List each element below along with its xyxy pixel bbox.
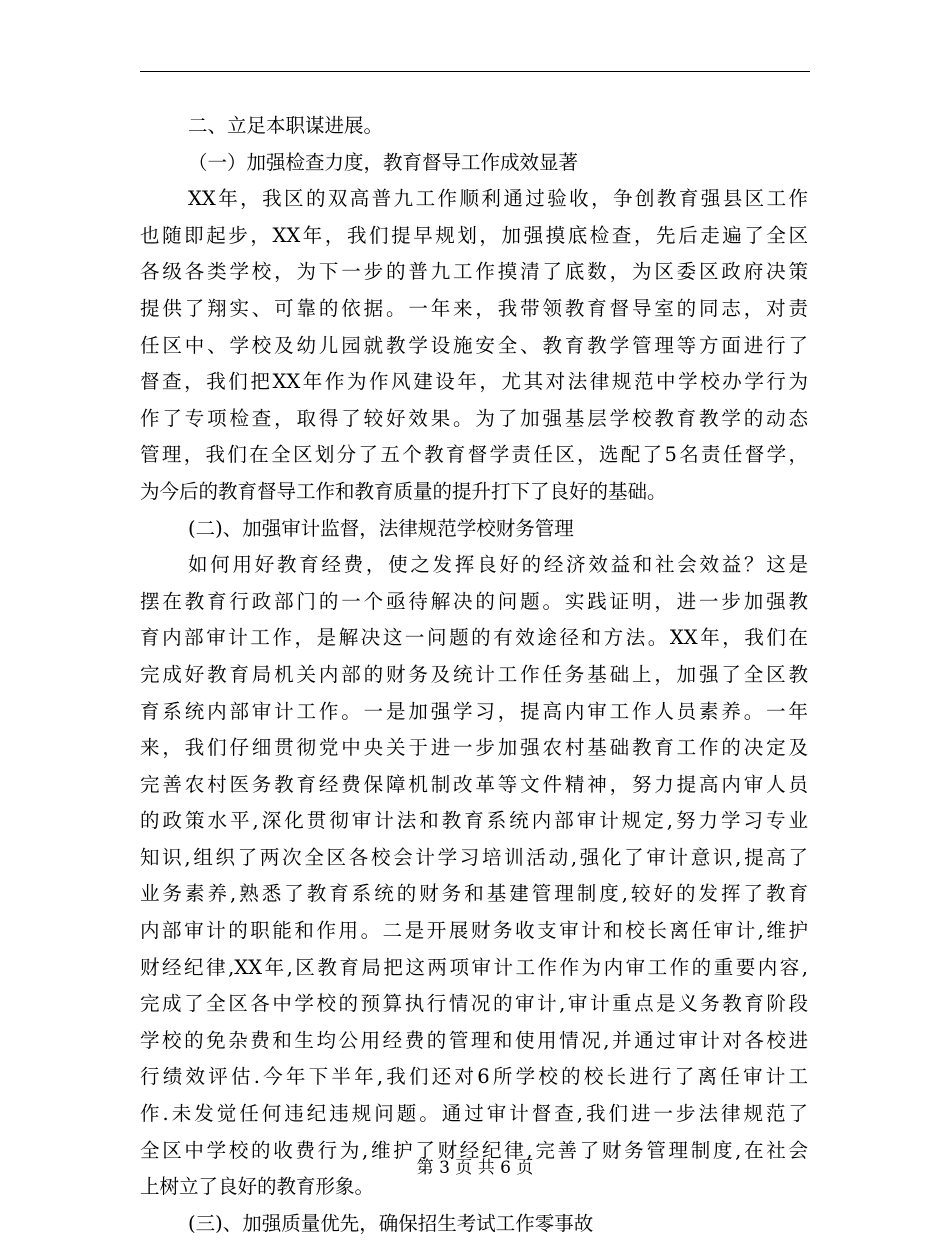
text-line: 提供了翔实、可靠的依据。一年来，我带领教育督导室的同志，对责 — [140, 296, 808, 320]
header-rule — [140, 71, 810, 72]
text-line: 的政策水平,深化贯彻审计法和教育系统内部审计规定,努力学习专业 — [140, 809, 808, 833]
text-line: 学校的免杂费和生均公用经费的管理和使用情况,并通过审计对各校进 — [140, 1028, 808, 1052]
text-line: 来，我们仔细贯彻党中央关于进一步加强农村基础教育工作的决定及 — [140, 736, 808, 760]
text-line: 任区中、学校及幼儿园就教学设施安全、教育教学管理等方面进行了 — [140, 333, 808, 357]
text-line: 财经纪律,XX年,区教育局把这两项审计工作作为内审工作的重要内容, — [140, 955, 808, 979]
text-line: 完成了全区各中学校的预算执行情况的审计,审计重点是义务教育阶段 — [140, 992, 808, 1016]
text-line: (二)、加强审计监督，法律规范学校财务管理 — [188, 516, 574, 540]
text-line: (三)、加强质量优先，确保招生考试工作零事故 — [188, 1211, 594, 1235]
text-line: 育内部审计工作，是解决这一问题的有效途径和方法。XX年，我们在 — [140, 626, 808, 650]
page-number: 第 3 页 共 6 页 — [416, 1158, 534, 1178]
document-body — [140, 108, 808, 1242]
text-line: 管理，我们在全区划分了五个教育督学责任区，选配了5名责任督学， — [140, 443, 808, 467]
text-line: 全区中学校的收费行为,维护了财经纪律,完善了财务管理制度,在社会 — [140, 1138, 808, 1162]
text-line: 摆在教育行政部门的一个亟待解决的问题。实践证明，进一步加强教 — [140, 589, 808, 613]
text-line: 上树立了良好的教育形象。 — [140, 1175, 375, 1199]
text-line: 行绩效评估.今年下半年,我们还对6所学校的校长进行了离任审计工 — [140, 1065, 808, 1089]
text-line: （一）加强检查力度，教育督导工作成效显著 — [188, 150, 579, 174]
text-line: XX年，我区的双高普九工作顺利通过验收，争创教育强县区工作 — [188, 187, 808, 211]
text-line: 知识,组织了两次全区各校会计学习培训活动,强化了审计意识,提高了 — [140, 845, 808, 869]
text-line: 二、立足本职谋进展。 — [188, 114, 384, 137]
text-line: 为今后的教育督导工作和教育质量的提升打下了良好的基础。 — [140, 479, 667, 503]
text-line: 内部审计的职能和作用。二是开展财务收支审计和校长离任审计,维护 — [140, 919, 808, 943]
text-line: 作.未发觉任何违纪违规问题。通过审计督查,我们进一步法律规范了 — [140, 1102, 808, 1126]
text-line: 如何用好教育经费，使之发挥良好的经济效益和社会效益？这是 — [188, 553, 808, 577]
text-line: 督查，我们把XX年作为作风建设年，尤其对法律规范中学校办学行为 — [140, 370, 808, 394]
text-line: 完成好教育局机关内部的财务及统计工作任务基础上，加强了全区教 — [140, 662, 808, 686]
text-line: 完善农村医务教育经费保障机制改革等文件精神，努力提高内审人员 — [140, 772, 808, 796]
text-line: 育系统内部审计工作。一是加强学习，提高内审工作人员素养。一年 — [140, 699, 808, 723]
text-line: 各级各类学校，为下一步的普九工作摸清了底数，为区委区政府决策 — [140, 260, 808, 284]
text-line: 业务素养,熟悉了教育系统的财务和基建管理制度,较好的发挥了教育 — [140, 882, 808, 906]
text-line: 作了专项检查，取得了较好效果。为了加强基层学校教育教学的动态 — [140, 406, 808, 430]
text-line: 也随即起步，XX年，我们提早规划，加强摸底检查，先后走遍了全区 — [140, 223, 808, 247]
